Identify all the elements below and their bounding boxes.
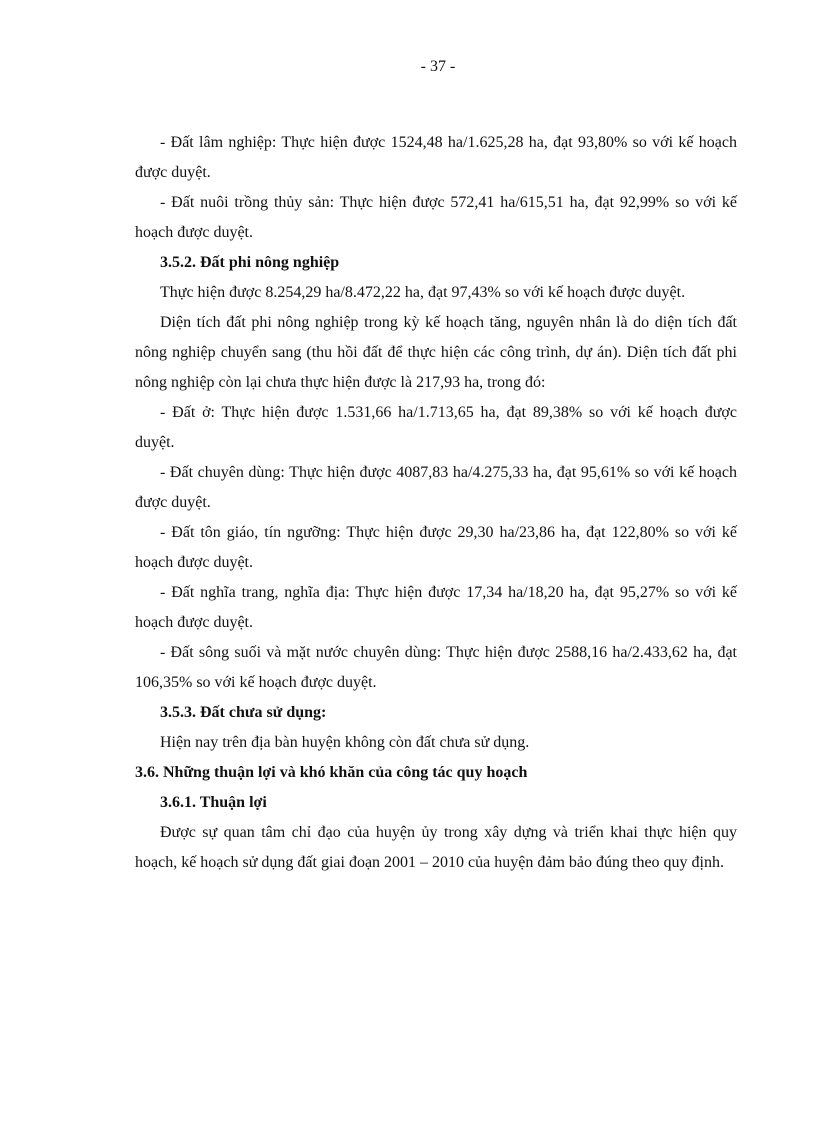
paragraph-unused-land: Hiện nay trên địa bàn huyện không còn đất chưa sử dụng. [160, 734, 530, 751]
paragraph-river-water-land: - Đất sông suối và mặt nước chuyên dùng: Thực hiện được 2588,16 ha/2.433,62 ha, đạt 106,35% so với kế hoạch được duyệt. [135, 644, 737, 691]
paragraph-nonagri-total: Thực hiện được 8.254,29 ha/8.472,22 ha, đạt 97,43% so với kế hoạch được duyệt. [160, 284, 686, 301]
paragraph-residential-land: - Đất ở: Thực hiện được 1.531,66 ha/1.713,65 ha, đạt 89,38% so với kế hoạch được duyệt. [135, 404, 737, 451]
heading-3-6-1: 3.6.1. Thuận lợi [160, 794, 267, 811]
paragraph-religious-land: - Đất tôn giáo, tín ngưỡng: Thực hiện được 29,30 ha/23,86 ha, đạt 122,80% so với kế hoạch được duyệt. [135, 524, 737, 571]
paragraph-specialized-land: - Đất chuyên dùng: Thực hiện được 4087,83 ha/4.275,33 ha, đạt 95,61% so với kế hoạch được duyệt. [135, 464, 737, 511]
heading-3-5-3: 3.5.3. Đất chưa sử dụng: [160, 704, 327, 721]
heading-3-5-2: 3.5.2. Đất phi nông nghiệp [160, 254, 340, 271]
page-number: - 37 - [420, 58, 456, 75]
paragraph-aquaculture-land: - Đất nuôi trồng thủy sản: Thực hiện được 572,41 ha/615,51 ha, đạt 92,99% so với kế hoạch được duyệt. [135, 194, 737, 241]
paragraph-nonagri-increase: Diện tích đất phi nông nghiệp trong kỳ kế hoạch tăng, nguyên nhân là do diện tích đất nông nghiệp chuyển sang (thu hồi đất để thực hiện các công trình, dự án). Diện tích đất phi nông nghiệp còn lại chưa thực hiện được là 217,93 ha, trong đó: [135, 314, 737, 391]
paragraph-cemetery-land: - Đất nghĩa trang, nghĩa địa: Thực hiện được 17,34 ha/18,20 ha, đạt 95,27% so với kế hoạch được duyệt. [135, 584, 737, 631]
paragraph-advantages: Được sự quan tâm chỉ đạo của huyện ủy trong xây dựng và triển khai thực hiện quy hoạch, kế hoạch sử dụng đất giai đoạn 2001 – 2010 của huyện đảm bảo đúng theo quy định. [135, 824, 737, 871]
page-body [135, 128, 737, 878]
paragraph-forestry-land: - Đất lâm nghiệp: Thực hiện được 1524,48 ha/1.625,28 ha, đạt 93,80% so với kế hoạch được duyệt. [135, 134, 737, 181]
heading-3-6: 3.6. Những thuận lợi và khó khăn của công tác quy hoạch [135, 764, 528, 781]
